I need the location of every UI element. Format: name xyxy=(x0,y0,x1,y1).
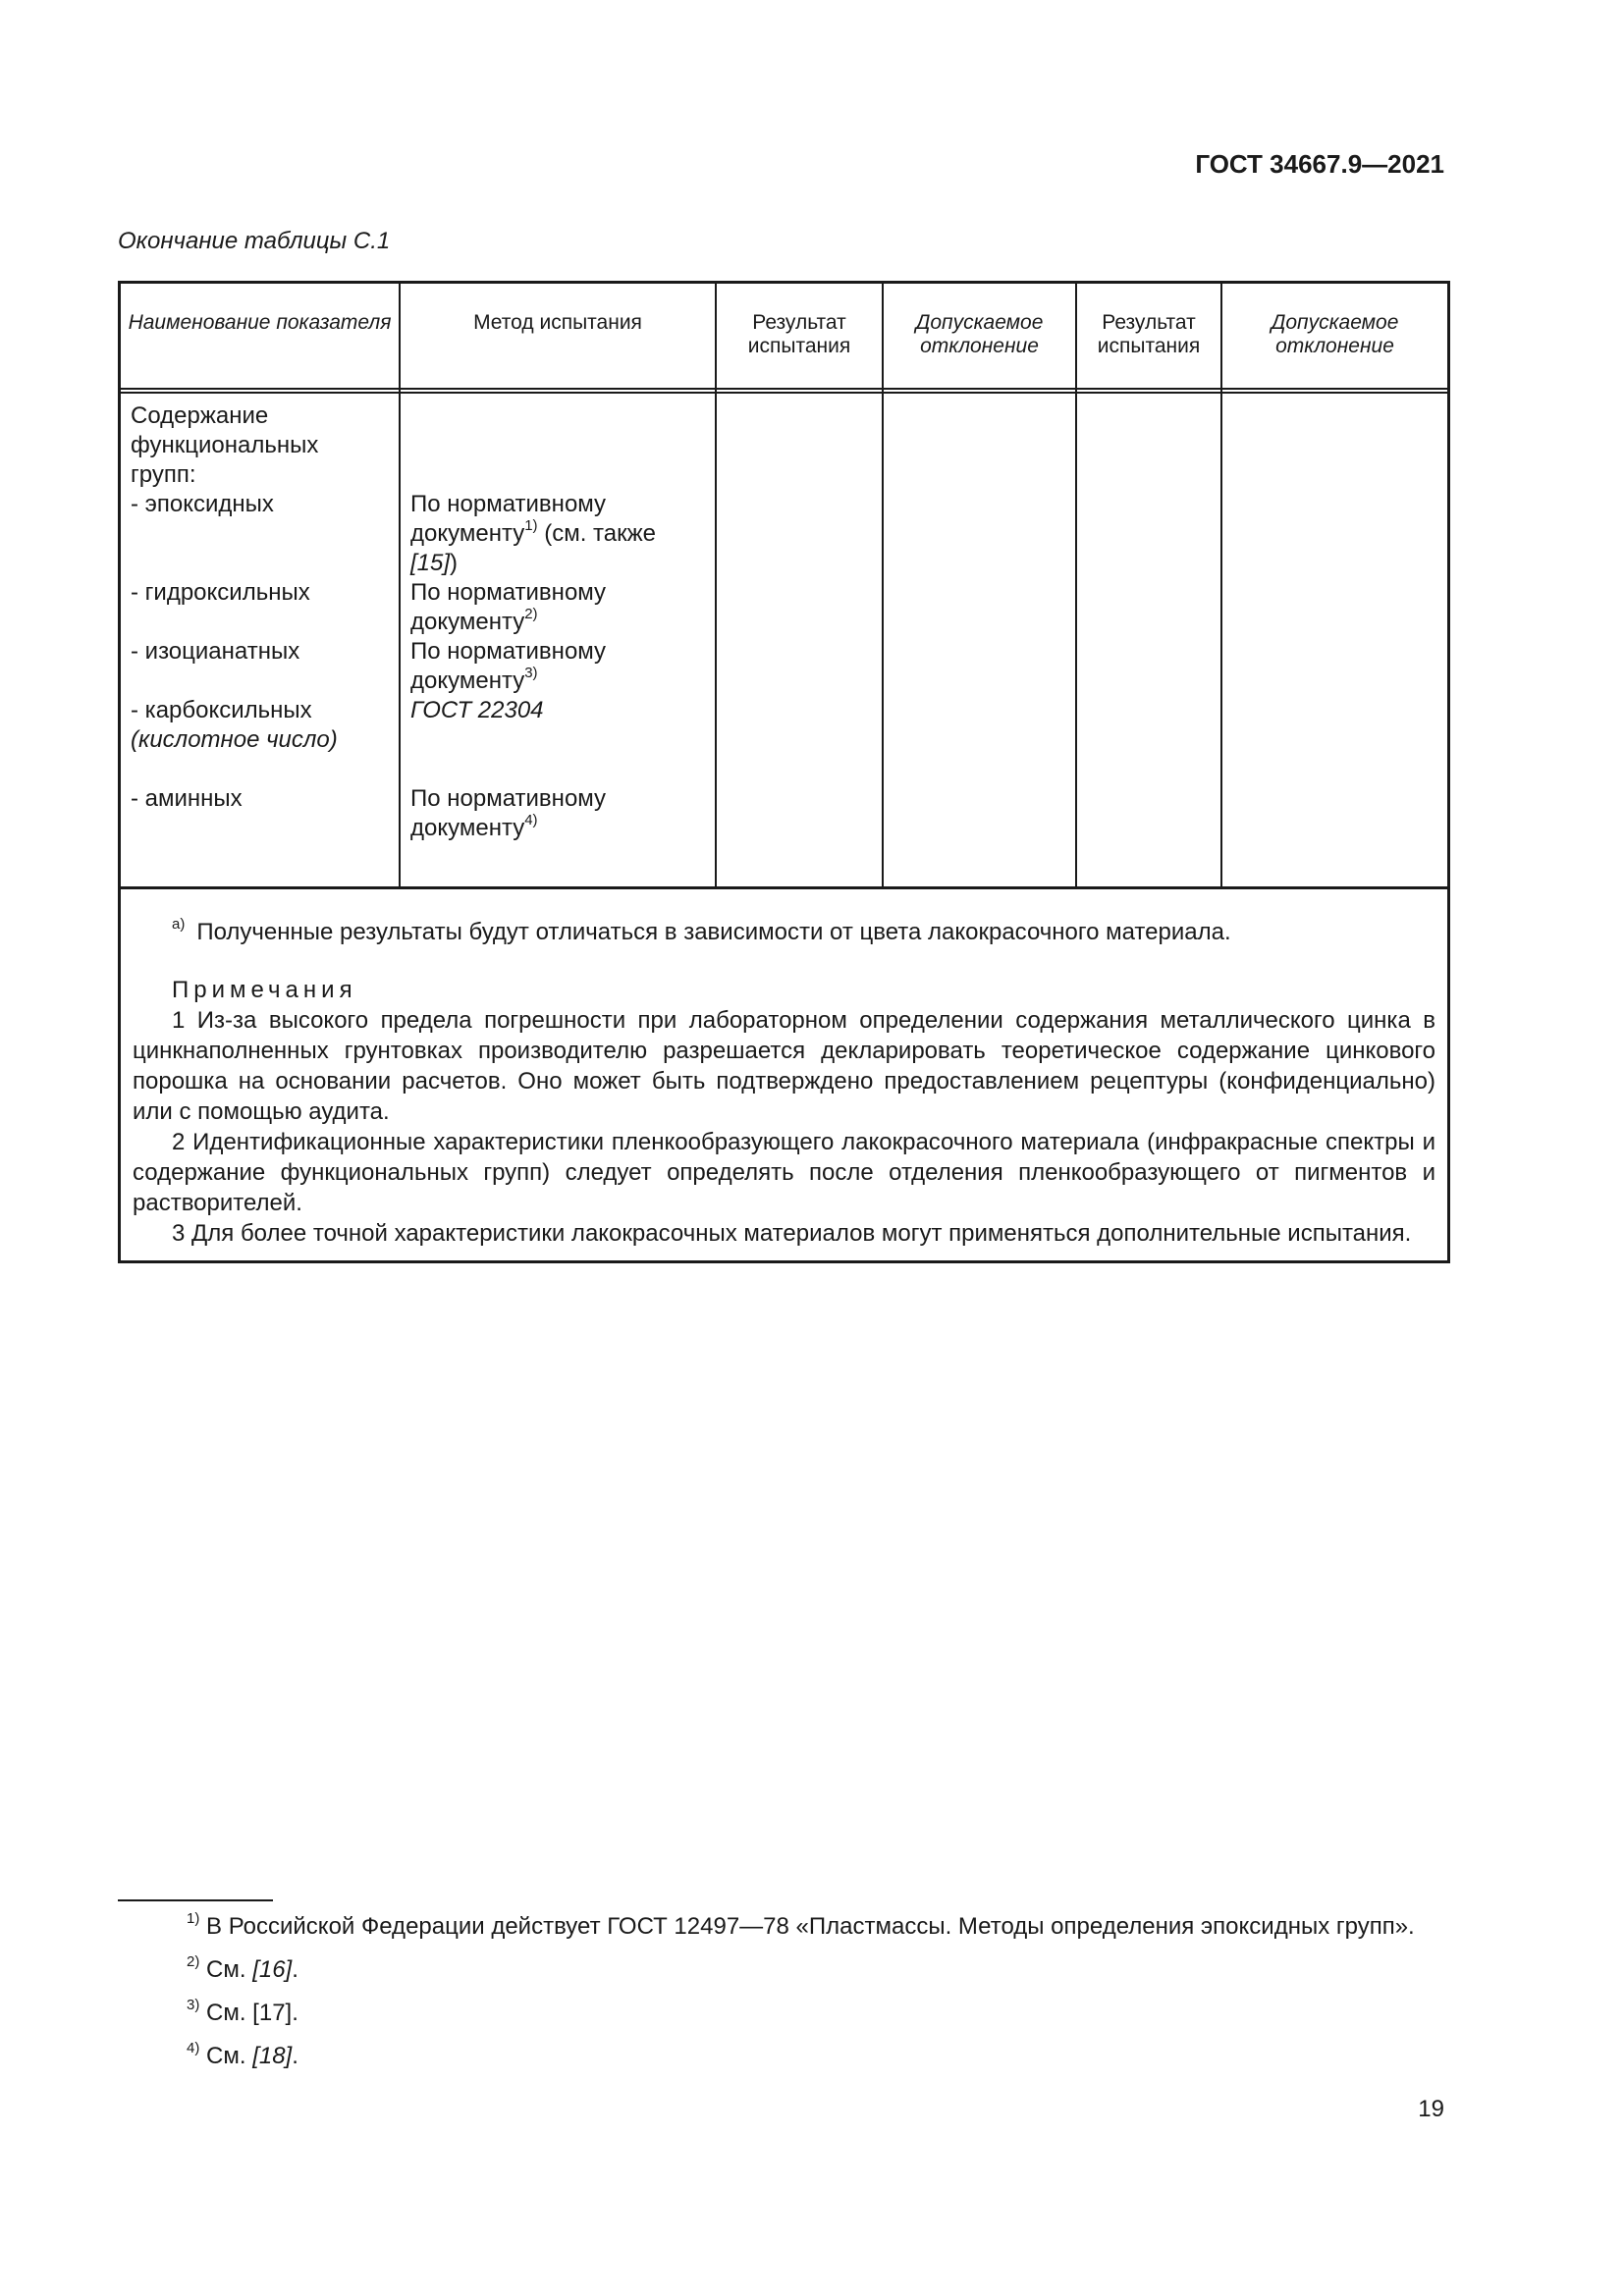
page-number: 19 xyxy=(1418,2096,1444,2122)
footnote-ref: 3) xyxy=(524,665,538,681)
note-1: 1 Из-за высокого предела погрешности при лабораторном определении содержания металлического цинка в цинкнаполненных грунтовках производителю разрешается декларировать теоретическое содержание цинкового порошка на основании расчетов. Оно может быть подтверждено предоставлением рецептуры (конфиденциально) или с помощью аудита. xyxy=(133,1007,1435,1125)
result-cell xyxy=(717,394,884,886)
method-epoxy-ref: [15]) xyxy=(410,550,459,576)
method-isocyanate-doc: документу$^{3)}$ xyxy=(410,665,538,694)
footnote-divider xyxy=(118,1899,273,1901)
column-header-result: Результат испытания xyxy=(717,284,884,390)
table-caption: Окончание таблицы С.1 xyxy=(118,228,391,254)
method-hydroxyl-doc: документу$^{2)}$ xyxy=(410,606,538,635)
column-header-result: Результат испытания xyxy=(1077,284,1222,390)
indicator-cell xyxy=(121,394,401,886)
footnotes xyxy=(118,1911,1444,2072)
indicator-text: групп: xyxy=(131,461,196,488)
notes-row xyxy=(121,886,1447,1260)
method-cell xyxy=(401,394,717,886)
result-cell xyxy=(1077,394,1222,886)
column-header-method: Метод испытания xyxy=(401,284,717,390)
column-header-name: Наименование показателя xyxy=(121,284,401,390)
indicator-carboxyl: - карбоксильных xyxy=(131,697,312,723)
indicator-isocyanate: - изоцианатных xyxy=(131,638,300,665)
table-header-row xyxy=(121,284,1447,390)
footnote-ref: 4) xyxy=(524,812,538,828)
footnote-2: $^{2)}$ См. [16]. xyxy=(187,1953,298,1983)
note-3: 3 Для более точной характеристики лакокрасочных материалов могут применяться дополнительные испытания. xyxy=(172,1220,1412,1247)
footnote-4: $^{4)}$ См. [18]. xyxy=(187,2040,298,2069)
column-header-tolerance: Допускаемое отклонение xyxy=(1222,284,1447,390)
method-amine: По нормативному xyxy=(410,785,607,812)
table-row xyxy=(121,394,1447,886)
method-hydroxyl: По нормативному xyxy=(410,579,607,606)
method-epoxy: По нормативному xyxy=(410,491,607,517)
footnote-3: $^{3)}$ См. [17]. xyxy=(187,1997,298,2026)
method-isocyanate: По нормативному xyxy=(410,638,607,665)
tolerance-cell xyxy=(1222,394,1447,886)
method-epoxy-doc: документу$^{1)}$ (см. также xyxy=(410,517,657,547)
indicator-text: функциональных xyxy=(131,432,319,458)
footnote-ref: 1) xyxy=(524,517,538,534)
indicator-hydroxyl: - гидроксильных xyxy=(131,579,310,606)
document-number: ГОСТ 34667.9—2021 xyxy=(1195,149,1444,179)
indicator-amine: - аминных xyxy=(131,785,243,812)
tolerance-cell xyxy=(884,394,1077,886)
notes-title: Примечания xyxy=(172,977,357,1003)
notes-cell xyxy=(121,886,1447,1260)
indicator-acid-number: (кислотное число) xyxy=(131,726,338,753)
indicator-text: Содержание xyxy=(131,402,269,429)
table-footnote-a: $^{а)}$ Полученные результаты будут отличаться в зависимости от цвета лакокрасочного материала. xyxy=(172,916,1231,945)
indicator-epoxy: - эпоксидных xyxy=(131,491,274,517)
footnote-1: $^{1)}$ В Российской Федерации действует ГОСТ 12497—78 «Пластмассы. Методы определения эпоксидных групп». xyxy=(187,1910,1415,1940)
column-header-tolerance: Допускаемое отклонение xyxy=(884,284,1077,390)
note-2: 2 Идентификационные характеристики пленкообразующего лакокрасочного материала (инфракрасные спектры и содержание функциональных групп) следует определять после отделения пленкообразующего от пигментов и растворителей. xyxy=(133,1129,1435,1216)
method-carboxyl: ГОСТ 22304 xyxy=(410,697,544,723)
method-amine-doc: документу$^{4)}$ xyxy=(410,812,538,841)
table-c1 xyxy=(118,281,1450,1263)
footnote-ref: 2) xyxy=(524,606,538,622)
